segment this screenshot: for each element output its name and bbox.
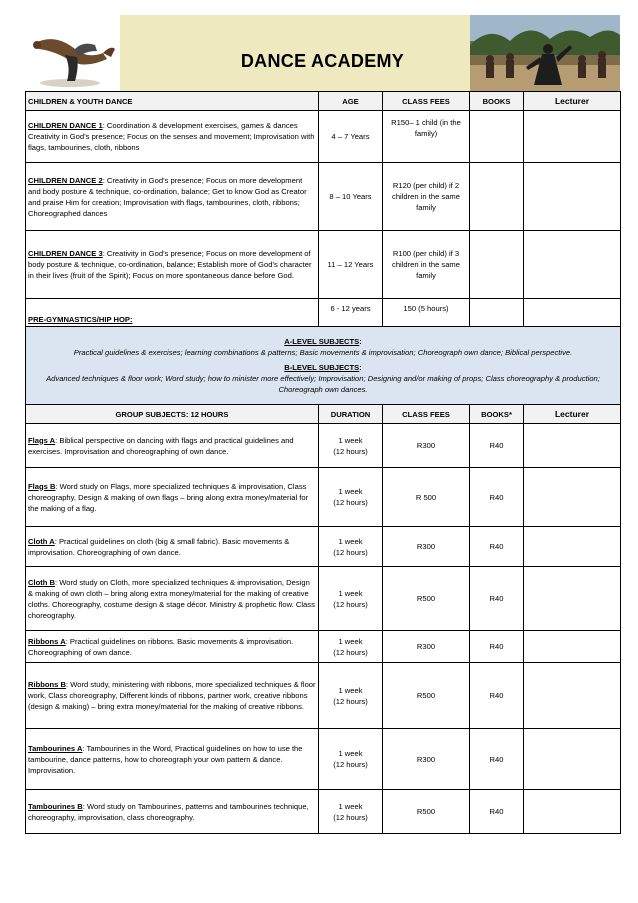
duration-hours: (12 hours) <box>333 760 368 769</box>
group-desc-text: : Practical guidelines on ribbons. Basic movements & improvisation. Choreographing of own dance. <box>28 636 294 657</box>
b-level-title: B-LEVEL SUBJECTS <box>284 363 360 372</box>
course-books <box>470 231 524 299</box>
a-level-text: Practical guidelines & exercises; learning combinations & patterns; Basic movements & improvisation; Choreograph own dance; Biblical perspective. <box>73 348 573 357</box>
b-level-text: Advanced techniques & floor work; Word study; how to minister more effectively; Improvisation; Designing and/or making of props; Class choreography & production; Choreograph own dances. <box>46 374 600 394</box>
group-lecturer <box>524 631 621 663</box>
table-row <box>26 663 621 729</box>
subjects-info: A-LEVEL SUBJECTS: Practical guidelines & exercises; learning combinations & patterns; Basic movements & improvisation; Choreograph own dance; Biblical perspective. B-LEVEL SUBJECTS: Advanced techniques & floor work; Word study; how to minister more effectively; Improvisation; Designing and/or making of props; Class choreography & production; Choreograph own dances. <box>26 327 621 405</box>
table-row <box>26 424 621 468</box>
group-fee: R 500 <box>383 468 470 527</box>
group-name: Cloth B <box>28 577 55 587</box>
group-duration <box>319 567 383 631</box>
group-books: R40 <box>470 663 524 729</box>
course-desc-text: : Coordination & development exercises, games & dances Creativity in God’s presence; Focus on the senses and movement; Improvisation with flags, tambourines, cloth, ribbons <box>28 121 315 152</box>
books-header: BOOKS <box>470 92 524 111</box>
duration-hours: (12 hours) <box>333 812 368 822</box>
group-fee: R300 <box>383 527 470 567</box>
page-title: DANCE ACADEMY <box>240 51 405 71</box>
group-name: Ribbons B <box>28 680 66 689</box>
group-duration <box>319 790 383 834</box>
group-description <box>26 663 319 729</box>
duration-weeks: 1 week <box>338 435 363 445</box>
group-duration <box>319 527 383 567</box>
course-description <box>26 111 319 163</box>
group-description <box>26 790 319 834</box>
group-lecturer <box>524 527 621 567</box>
duration-hours: (12 hours) <box>333 498 368 507</box>
group-desc-text: : Word study on Tambourines, patterns and tambourines technique, choreography, improvisation, class choreography. <box>28 801 309 822</box>
group-desc-text: : Word study on Flags, more specialized techniques & improvisation, Class choreography, Design & making of own flags – bring along extra money/material for the making of a flag. <box>28 481 309 513</box>
course-age: 8 – 10 Years <box>319 163 383 231</box>
table-row <box>26 567 621 631</box>
table-row <box>26 527 621 567</box>
course-books <box>470 163 524 231</box>
duration-hours: (12 hours) <box>333 547 368 557</box>
group-lecturer-header: Lecturer <box>524 405 621 424</box>
duration-hours: (12 hours) <box>333 647 368 657</box>
table-row <box>26 631 621 663</box>
course-fee: 150 (5 hours) <box>383 299 470 327</box>
group-header-row <box>26 405 621 424</box>
group-lecturer <box>524 424 621 468</box>
course-lecturer <box>524 163 621 231</box>
course-fee: R120 (per child) if 2 children in the same family <box>383 163 470 231</box>
group-fee: R500 <box>383 567 470 631</box>
table-row <box>26 729 621 790</box>
duration-weeks: 1 week <box>338 749 363 758</box>
dancers-photo-right <box>470 15 620 91</box>
course-desc-text: : Creativity in God’s presence; Focus on more development of body posture & technique, co-ordination, balance; Establish more of God’s character in their lives (fruit of the Spirit); Focus on more spontaneous dance before God. <box>28 249 312 280</box>
group-desc-text: : Practical guidelines on cloth (big & small fabric). Basic movements & improvisation. Choreographing of own dance. <box>28 536 290 557</box>
table-row <box>26 163 621 231</box>
group-desc-text: : Biblical perspective on dancing with flags and practical guidelines and exercises. Improvisation and choreographing of own dance. <box>28 435 294 456</box>
a-level-title: A-LEVEL SUBJECTS <box>284 337 360 346</box>
course-lecturer <box>524 231 621 299</box>
group-books: R40 <box>470 468 524 527</box>
group-name: Tambourines A <box>28 743 83 753</box>
course-name: CHILDREN DANCE 2 <box>28 175 103 185</box>
course-age: 11 – 12 Years <box>319 231 383 299</box>
group-duration <box>319 631 383 663</box>
duration-hours: (12 hours) <box>333 599 368 609</box>
subjects-row <box>26 327 621 405</box>
course-age: 6 - 12 years <box>319 299 383 327</box>
duration-weeks: 1 week <box>338 536 363 546</box>
duration-weeks: 1 week <box>338 636 363 646</box>
course-age: 4 – 7 Years <box>319 111 383 163</box>
group-desc-text: : Tambourines in the Word, Practical guidelines on how to use the tambourine, dance patterns, how to choreograph your own pattern & dance. Improvisation. <box>28 743 303 775</box>
class-fees-header: CLASS FEES <box>383 92 470 111</box>
group-duration <box>319 424 383 468</box>
group-name: Tambourines B <box>28 801 83 811</box>
group-fee: R300 <box>383 424 470 468</box>
group-lecturer <box>524 790 621 834</box>
group-fee: R500 <box>383 663 470 729</box>
duration-weeks: 1 week <box>338 685 363 695</box>
course-desc-text: : Creativity in God’s presence; Focus on more development and body posture & technique, co-ordination, balance; Get to know God as Creator and praise Him for creation; Improvisation with flags, tambourines, cloth, ribbons; Choreographed dances <box>28 175 307 218</box>
group-books: R40 <box>470 567 524 631</box>
group-duration <box>319 729 383 790</box>
course-name: CHILDREN DANCE 3 <box>28 249 103 258</box>
group-duration <box>319 663 383 729</box>
group-lecturer <box>524 729 621 790</box>
course-description <box>26 231 319 299</box>
children-header-row <box>26 92 621 111</box>
group-description <box>26 527 319 567</box>
group-header-title: GROUP SUBJECTS: 12 HOURS <box>26 405 319 424</box>
group-fee: R500 <box>383 790 470 834</box>
duration-weeks: 1 week <box>338 801 363 811</box>
table-row <box>26 231 621 299</box>
course-lecturer <box>524 299 621 327</box>
course-books <box>470 111 524 163</box>
course-fee: R150– 1 child (in the family) <box>383 111 470 163</box>
course-name: CHILDREN DANCE 1 <box>28 121 103 130</box>
course-books <box>470 299 524 327</box>
group-books-header: BOOKS* <box>470 405 524 424</box>
group-duration <box>319 468 383 527</box>
group-books: R40 <box>470 527 524 567</box>
group-desc-text: : Word study, ministering with ribbons, more specialized techniques & floor work, Class choreography, Different kinds of ribbons, partner work, creative ribbons (design & making) – bring extra money/material for the making of creative ribbons. <box>28 680 316 711</box>
duration-hours: (12 hours) <box>333 446 368 456</box>
group-books: R40 <box>470 790 524 834</box>
group-name: Flags B <box>28 481 56 491</box>
group-lecturer <box>524 663 621 729</box>
group-desc-text: : Word study on Cloth, more specialized techniques & improvisation, Design & making of own cloth – bring along extra money/material for the making of creative cloths. Choreography, costume design & stage décor. Ministry & prophetic flow. Class choreography. <box>28 577 315 620</box>
course-description <box>26 163 319 231</box>
group-description <box>26 567 319 631</box>
group-class-fees-header: CLASS FEES <box>383 405 470 424</box>
duration-weeks: 1 week <box>338 588 363 598</box>
course-table <box>25 91 621 834</box>
course-description <box>26 299 319 327</box>
group-name: Flags A <box>28 435 56 445</box>
table-row <box>26 790 621 834</box>
group-description <box>26 729 319 790</box>
group-lecturer <box>524 468 621 527</box>
group-description <box>26 631 319 663</box>
course-name: PRE-GYMNASTICS/HIP HOP: <box>28 315 133 324</box>
age-header: AGE <box>319 92 383 111</box>
group-books: R40 <box>470 729 524 790</box>
group-description <box>26 468 319 527</box>
table-row <box>26 468 621 527</box>
lecturer-header: Lecturer <box>524 92 621 111</box>
group-fee: R300 <box>383 631 470 663</box>
group-description <box>26 424 319 468</box>
group-name: Ribbons A <box>28 636 66 646</box>
dancer-photo-left <box>25 15 120 91</box>
table-row <box>26 111 621 163</box>
table-row <box>26 299 621 327</box>
course-fee: R100 (per child) if 3 children in the same family <box>383 231 470 299</box>
course-lecturer <box>524 111 621 163</box>
duration-hours: (12 hours) <box>333 696 368 706</box>
children-header-title: CHILDREN & YOUTH DANCE <box>26 92 319 111</box>
group-fee: R300 <box>383 729 470 790</box>
duration-header: DURATION <box>319 405 383 424</box>
group-lecturer <box>524 567 621 631</box>
duration-weeks: 1 week <box>338 487 363 496</box>
group-books: R40 <box>470 424 524 468</box>
group-books: R40 <box>470 631 524 663</box>
group-name: Cloth A <box>28 536 55 546</box>
